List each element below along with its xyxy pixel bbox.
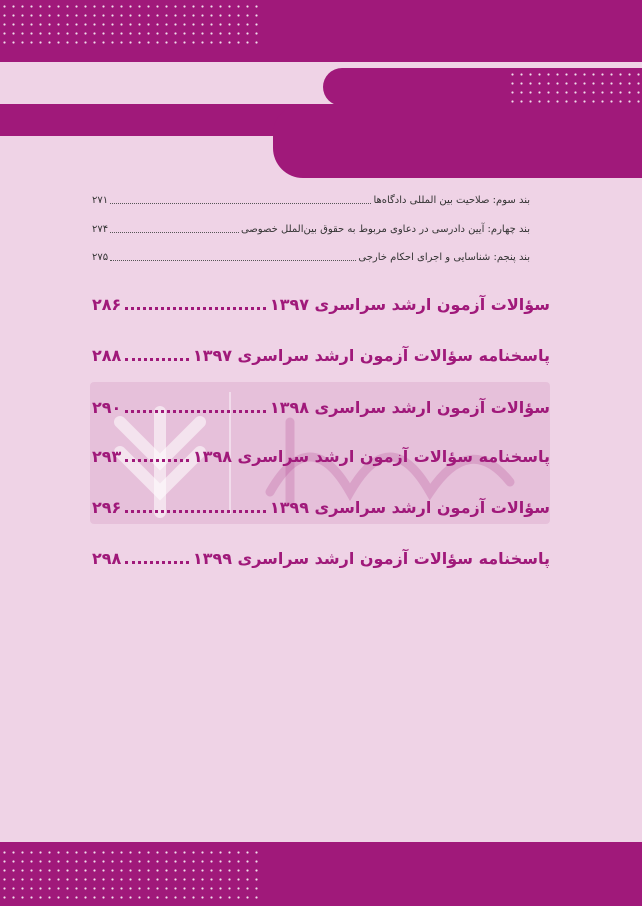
toc-chapter-entry[interactable] xyxy=(92,494,550,520)
toc-page-number: ۲۹۶ xyxy=(92,497,122,517)
toc-chapter-title: پاسخنامه سؤالات آزمون ارشد سراسری ۱۳۹۹ xyxy=(192,548,550,568)
toc-chapter-entry[interactable] xyxy=(92,394,550,420)
toc-chapter-title: پاسخنامه سؤالات آزمون ارشد سراسری ۱۳۹۷ xyxy=(192,345,550,365)
toc-chapter-entry[interactable] xyxy=(92,545,550,571)
toc-dot-leader xyxy=(110,260,356,261)
toc-chapter-entry[interactable] xyxy=(92,443,550,469)
toc-chapter-title: سؤالات آزمون ارشد سراسری ۱۳۹۹ xyxy=(269,497,550,517)
header-pill-left xyxy=(0,104,320,136)
toc-dot-leader xyxy=(125,561,189,564)
toc-dot-leader xyxy=(125,410,266,413)
toc-chapter-title: پاسخنامه سؤالات آزمون ارشد سراسری ۱۳۹۸ xyxy=(192,446,550,466)
toc-page-number: ۲۹۰ xyxy=(92,397,122,417)
toc-dot-leader xyxy=(125,459,189,462)
toc-dot-leader xyxy=(110,203,371,204)
toc-page-number: ۲۹۸ xyxy=(92,548,122,568)
toc-chapter-title: سؤالات آزمون ارشد سراسری ۱۳۹۸ xyxy=(269,397,550,417)
toc-section-title: بند چهارم: آیین دادرسی در دعاوی مربوط به حقوق بین‌الملل خصوصی xyxy=(240,223,530,235)
header-dot-pattern xyxy=(0,2,262,48)
toc-page-number: ۲۷۱ xyxy=(92,194,109,206)
footer-dot-pattern xyxy=(0,848,262,904)
toc-chapter-entry[interactable] xyxy=(92,342,550,368)
toc-section-entry[interactable] xyxy=(92,249,530,265)
header-pill-right-bottom xyxy=(273,104,642,178)
toc-dot-leader xyxy=(110,232,239,233)
toc-page-number: ۲۹۳ xyxy=(92,446,122,466)
toc-section-title: بند سوم: صلاحیت بین المللی دادگاه‌ها xyxy=(373,194,530,206)
toc-dot-leader xyxy=(125,307,266,310)
toc-dot-leader xyxy=(125,358,189,361)
toc-page-number: ۲۷۵ xyxy=(92,251,109,263)
header-dot-pattern-right xyxy=(508,70,642,104)
toc-page-number: ۲۸۶ xyxy=(92,294,122,314)
toc-chapter-entry[interactable] xyxy=(92,291,550,317)
toc-chapter-title: سؤالات آزمون ارشد سراسری ۱۳۹۷ xyxy=(269,294,550,314)
toc-page-number: ۲۸۸ xyxy=(92,345,122,365)
toc-section-entry[interactable] xyxy=(92,192,530,208)
toc-page-number: ۲۷۴ xyxy=(92,223,109,235)
toc-section-title: بند پنجم: شناسایی و اجرای احکام خارجی xyxy=(358,251,530,263)
toc-dot-leader xyxy=(125,510,266,513)
toc-section-entry[interactable] xyxy=(92,221,530,237)
